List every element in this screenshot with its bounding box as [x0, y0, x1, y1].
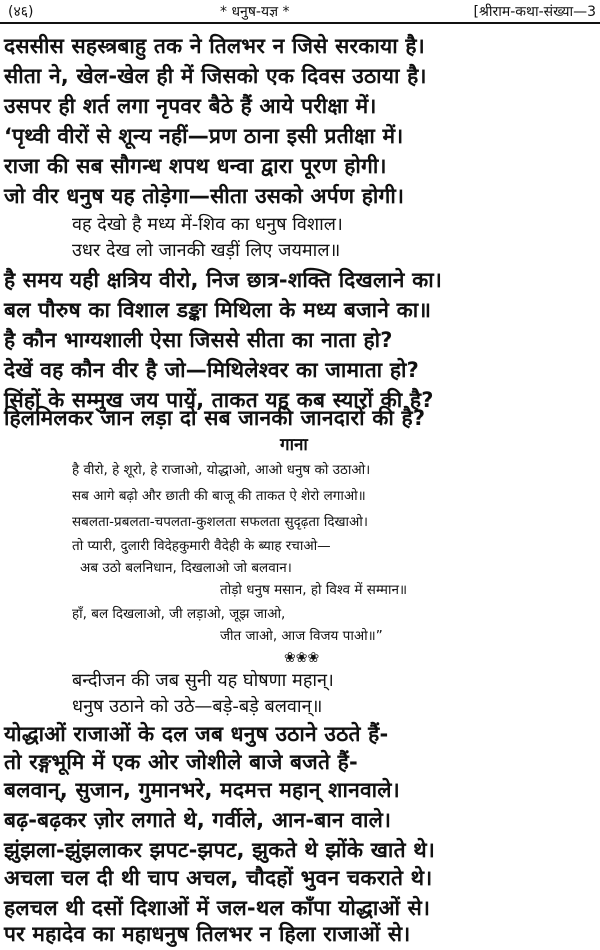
- verse-line: ‘पृथ्वी वीरों से शून्य नहीं—प्रण ठाना इसी प्रतीक्षा में।: [4, 124, 404, 148]
- verse-line: हलचल थी दसों दिशाओं में जल-थल काँपा योद्धाओं से।: [4, 896, 431, 920]
- verse-line: पर महादेव का महाधनुष तिलभर न हिला राजाओं से।: [4, 922, 411, 946]
- verse-line: सीता ने, खेल-खेल ही में जिसको एक दिवस उठाया है।: [4, 64, 427, 88]
- song-line: है वीरो, हे शूरो, हे राजाओ, योद्धाओ, आओ धनुष को उठाओ।: [72, 462, 371, 478]
- verse-line: देखें वह कौन वीर है जो—मिथिलेश्वर का जामाता हो?: [4, 358, 419, 382]
- song-line: तो प्यारी, दुलारी विदेहकुमारी वैदेही के ब्याह रचाओ—: [72, 538, 331, 554]
- verse-line: हिलमिलकर जान लड़ा दो सब जानकी जानदारों की है?: [4, 406, 426, 430]
- song-line: सबलता-प्रबलता-चपलता-कुशलता सफलता सुदृढ़ता दिखाओ।: [72, 514, 368, 530]
- song-line: हाँ, बल दिखलाओ, जी लड़ाओ, जूझ जाओ,: [72, 606, 286, 622]
- couplet-line: उधर देख लो जानकी खड़ीं लिए जयमाल॥: [72, 240, 341, 261]
- running-title: * धनुष-यज्ञ *: [220, 4, 290, 20]
- verse-line: राजा की सब सौगन्ध शपथ धन्वा द्वारा पूरण होगी।: [4, 154, 387, 178]
- verse-line: योद्धाओं राजाओं के दल जब धनुष उठाने उठते हैं-: [4, 722, 389, 746]
- section-divider: ❀❀❀: [284, 650, 320, 666]
- verse-line: बढ़-बढ़कर ज़ोर लगाते थे, गर्वीले, आन-बान वाले।: [4, 808, 392, 832]
- header-rule: [0, 22, 600, 24]
- song-line: अब उठो बलनिधान, दिखलाओ जो बलवान।: [80, 560, 292, 576]
- verse-line: बल पौरुष का विशाल डङ्का मिथिला के मध्य बजाने का॥: [4, 298, 432, 322]
- verse-line: है कौन भाग्यशाली ऐसा जिससे सीता का नाता हो?: [4, 328, 393, 352]
- verse-line: दससीस सहस्त्रबाहु तक ने तिलभर न जिसे सरकाया है।: [4, 34, 425, 58]
- series-title: [श्रीराम-कथा-संख्या—3: [473, 4, 596, 20]
- page-number: (४६): [8, 4, 34, 20]
- song-heading: गाना: [280, 435, 308, 455]
- verse-line: है समय यही क्षत्रिय वीरो, निज छात्र-शक्ति दिखलाने का।: [4, 268, 443, 292]
- couplet-line: धनुष उठाने को उठे—बड़े-बड़े बलवान्॥: [72, 696, 323, 717]
- couplet-line: बन्दीजन की जब सुनी यह घोषणा महान्।: [72, 670, 334, 691]
- verse-line: अचला चल दी थी चाप अचल, चौदहों भुवन चकराते थे।: [4, 866, 433, 890]
- song-line: जीत जाओ, आज विजय पाओ॥”: [220, 628, 383, 644]
- verse-line: जो वीर धनुष यह तोड़ेगा—सीता उसको अर्पण होगी।: [4, 184, 405, 208]
- song-line: तोड़ो धनुष मसान, हो विश्व में सम्मान॥: [220, 582, 408, 598]
- verse-line: झुंझला-झुंझलाकर झपट-झपट, झुकते थे झोंके खाते थे।: [4, 838, 436, 862]
- song-line: सब आगे बढ़ो और छाती की बाजू की ताकत ऐ शेरो लगाओ॥: [72, 488, 366, 504]
- verse-line: उसपर ही शर्त लगा नृपवर बैठे हैं आये परीक्षा में।: [4, 94, 377, 118]
- verse-line: बलवान्, सुजान, गुमानभरे, मदमत्त महान् शानवाले।: [4, 778, 400, 802]
- couplet-line: वह देखो है मध्य में-शिव का धनुष विशाल।: [72, 214, 343, 235]
- verse-line: सिंहों के सम्मुख जय पायें, ताकत यह कब स्यारों की है?: [4, 388, 434, 412]
- verse-line: तो रङ्गभूमि में एक ओर जोशीले बाजे बजते हैं-: [4, 750, 358, 774]
